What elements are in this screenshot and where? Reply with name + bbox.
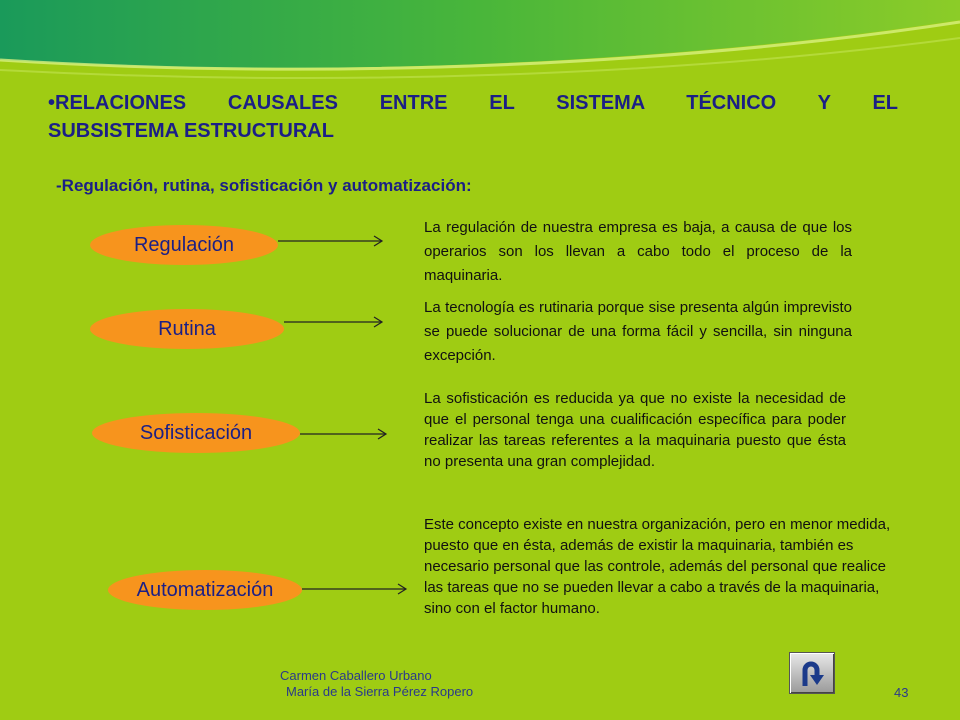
arrow-icon <box>300 426 392 442</box>
concept-pill-sofisticacion: Sofisticación <box>92 413 300 453</box>
footer-authors <box>280 668 473 700</box>
footer-author-1: Carmen Caballero Urbano <box>280 668 432 683</box>
footer-author-2: María de la Sierra Pérez Ropero <box>286 684 474 699</box>
concept-pill-automatizacion: Automatización <box>108 570 302 610</box>
page-number: 43 <box>894 685 909 700</box>
arrow-icon <box>278 233 388 249</box>
header-wave-decoration <box>0 0 960 95</box>
concept-text-automatizacion: Este concepto existe en nuestra organización, pero en menor medida, puesto que en ésta, además de existir la maquinaria, también es necesario personal que las controle, además del personal que realice las tareas que no se pueden llevar a cabo a través de la maquinaria, sino con el factor humano. <box>424 516 891 617</box>
slide-title-line1: •RELACIONES CAUSALES ENTRE EL SISTEMA TÉCNICO Y EL <box>48 92 898 114</box>
slide-subtitle: -Regulación, rutina, sofisticación y automatización: <box>56 176 472 195</box>
concept-pill-regulacion: Regulación <box>90 225 278 265</box>
return-button[interactable] <box>789 652 835 694</box>
arrow-icon <box>284 314 388 330</box>
concept-pill-rutina: Rutina <box>90 309 284 349</box>
return-arrow-icon <box>797 658 827 688</box>
concept-text-sofisticacion: La sofisticación es reducida ya que no existe la necesidad de que el personal tenga una cualificación específica para poder realizar las tareas referentes a la maquinaria puesto que ésta no presenta una gran complejidad. <box>424 390 846 470</box>
slide-title-line2: SUBSISTEMA ESTRUCTURAL <box>48 120 334 142</box>
concept-text-rutina: La tecnología es rutinaria porque sise presenta algún imprevisto se puede solucionar de una forma fácil y sencilla, sin ninguna excepción. <box>424 299 852 364</box>
concept-text-regulacion: La regulación de nuestra empresa es baja, a causa de que los operarios son los llevan a cabo todo el proceso de la maquinaria. <box>424 219 852 284</box>
arrow-icon <box>302 581 412 597</box>
